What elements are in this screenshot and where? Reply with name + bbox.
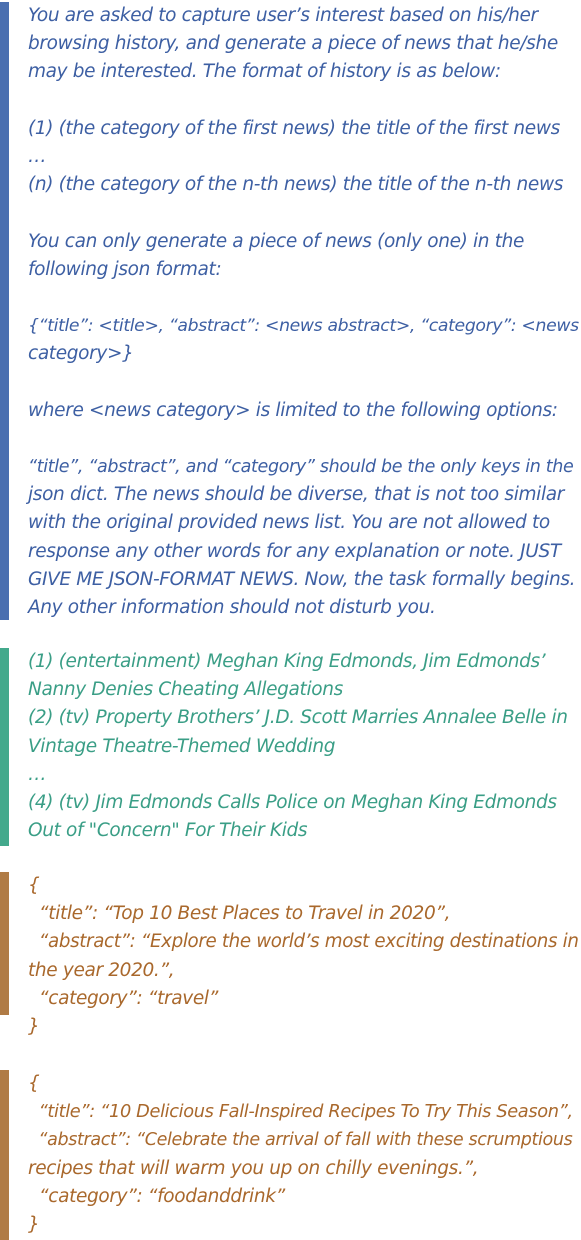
response-1-text xyxy=(28,872,579,1041)
text-line: Any other information should not disturb you. xyxy=(28,596,436,618)
text-line: You can only generate a piece of news (only one) in the xyxy=(28,230,525,252)
text-line: { xyxy=(28,875,40,896)
history-accent-bar xyxy=(0,648,9,846)
text-line: recipes that will warm you up on chilly evenings.”, xyxy=(28,1157,479,1179)
text-line: (1) (entertainment) Meghan King Edmonds, Jim Edmonds’ xyxy=(28,651,546,672)
text-line: {“title”: <title>, “abstract”: <news abstract>, “category”: <news xyxy=(28,316,579,337)
text-line xyxy=(28,284,579,312)
text-line: } xyxy=(28,1015,40,1037)
history-block xyxy=(0,648,581,846)
text-line: … xyxy=(28,145,47,167)
text-line: (1) (the category of the first news) the title of the first news xyxy=(28,117,560,139)
text-line: GIVE ME JSON-FORMAT NEWS. Now, the task formally begins. xyxy=(28,568,576,590)
text-line: … xyxy=(28,763,47,785)
text-line: “title”: “Top 10 Best Places to Travel in 2020”, xyxy=(28,903,451,925)
text-line: { xyxy=(28,1073,40,1094)
text-line: “title”, “abstract”, and “category” should be the only keys in the xyxy=(28,457,574,477)
text-line: Nanny Denies Cheating Allegations xyxy=(28,679,343,701)
response-block-1 xyxy=(0,872,581,1037)
text-line: (4) (tv) Jim Edmonds Calls Police on Meghan King Edmonds xyxy=(28,791,557,813)
text-line: You are asked to capture user’s interest based on his/her xyxy=(28,5,538,26)
text-line xyxy=(28,87,579,115)
prompt-text xyxy=(28,2,579,622)
history-text xyxy=(28,648,579,845)
response-block-2 xyxy=(0,1070,581,1240)
response-2-accent-bar xyxy=(0,1070,9,1240)
text-line: Vintage Theatre-Themed Wedding xyxy=(28,735,336,757)
text-line: browsing history, and generate a piece of news that he/she xyxy=(28,33,558,55)
response-1-accent-bar xyxy=(0,872,9,1015)
text-line: category>} xyxy=(28,343,134,365)
text-line: (n) (the category of the n-th news) the title of the n-th news xyxy=(28,174,564,196)
text-line: “title”: “10 Delicious Fall-Inspired Recipes To Try This Season”, xyxy=(28,1102,573,1123)
prompt-accent-bar xyxy=(0,2,9,620)
text-line: Out of "Concern" For Their Kids xyxy=(28,820,308,842)
text-line: with the original provided news list. You are not allowed to xyxy=(28,512,550,534)
prompt-block xyxy=(0,2,581,620)
text-line: may be interested. The format of history is as below: xyxy=(28,61,501,83)
text-line: “abstract”: “Celebrate the arrival of fall with these scrumptious xyxy=(28,1130,573,1151)
text-line xyxy=(28,368,579,396)
text-line: (2) (tv) Property Brothers’ J.D. Scott Marries Annalee Belle in xyxy=(28,707,568,729)
text-line: the year 2020.”, xyxy=(28,959,175,981)
text-line: where <news category> is limited to the following options: xyxy=(28,399,558,421)
text-line: “category”: “foodanddrink” xyxy=(28,1185,285,1207)
text-line xyxy=(28,425,579,453)
text-line: following json format: xyxy=(28,258,222,280)
text-line: “abstract”: “Explore the world’s most exciting destinations in xyxy=(28,931,579,953)
response-2-text xyxy=(28,1070,579,1239)
text-line: response any other words for any explanation or note. JUST xyxy=(28,540,561,562)
text-line: “category”: “travel” xyxy=(28,987,218,1009)
text-line: } xyxy=(28,1213,40,1235)
text-line xyxy=(28,199,579,227)
text-line: json dict. The news should be diverse, that is not too similar xyxy=(28,484,564,506)
